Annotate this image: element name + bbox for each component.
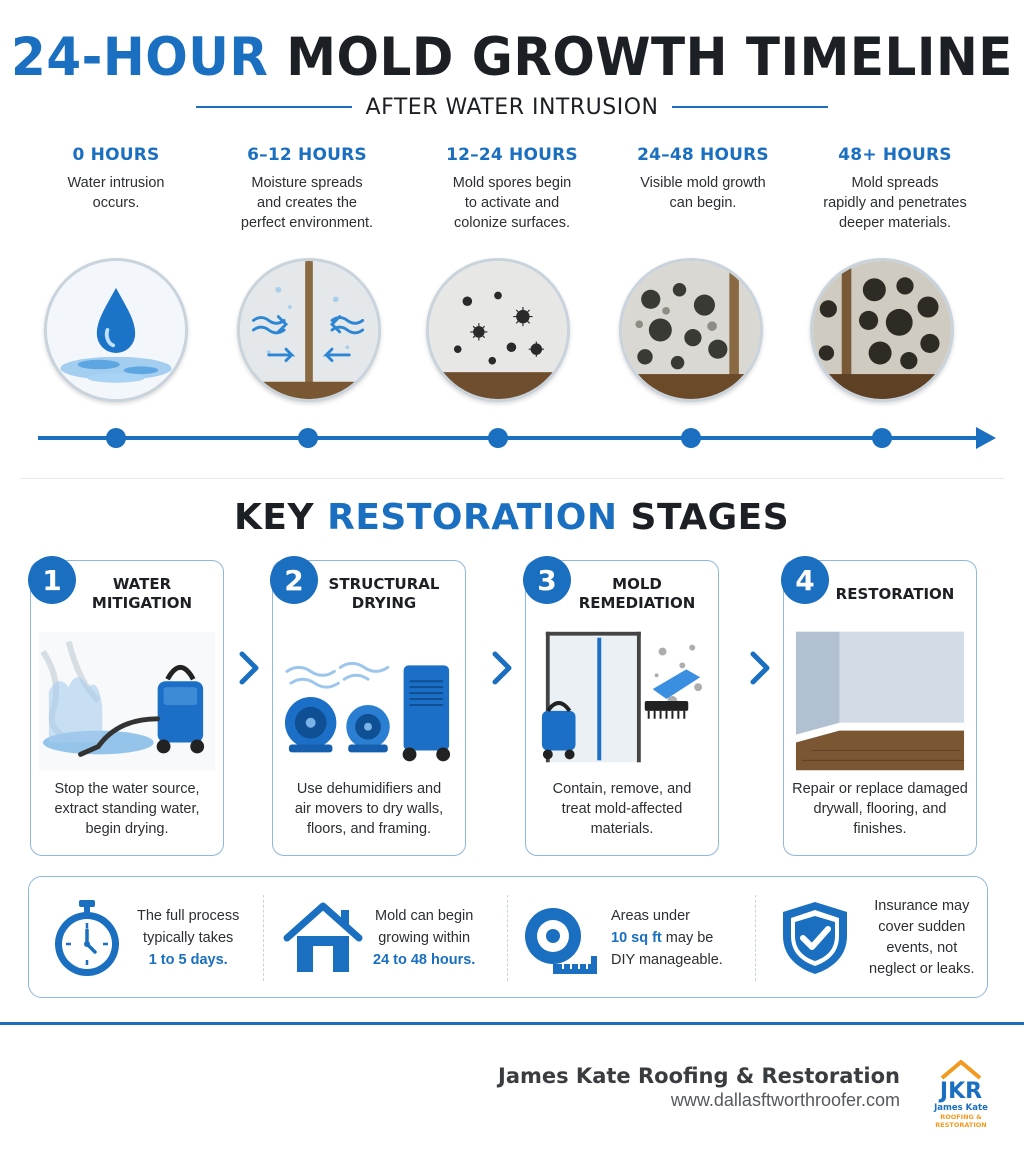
- stage-desc: Repair or replace damaged drywall, flooring, and finishes.: [792, 781, 968, 837]
- fact-text: Mold can begin growing within 24 to 48 hours.: [373, 908, 476, 968]
- timeline-step-desc: Moisture spreads and creates the perfect environment.: [240, 175, 374, 231]
- house-icon: [283, 898, 363, 978]
- subtitle-line-left: [196, 106, 352, 108]
- containment-icon: [534, 631, 710, 771]
- timeline-step-label: 48+ HOURS: [838, 145, 952, 165]
- subtitle-row: [196, 92, 828, 122]
- wet-vacuum-icon: [39, 631, 215, 771]
- chevron-right-icon: [489, 650, 515, 686]
- footer-rule: [0, 1022, 1024, 1025]
- restored-room-icon: [792, 631, 968, 771]
- fact-insurance: [775, 877, 975, 999]
- tape-measure-icon: [521, 898, 601, 978]
- stage-title: WATER MITIGATION: [91, 575, 193, 612]
- timeline-marker: [488, 428, 508, 448]
- stage-title: RESTORATION: [835, 585, 955, 603]
- fact-separator: [507, 895, 508, 981]
- timeline-step-0: [21, 145, 211, 213]
- chevron-right-icon: [236, 650, 262, 686]
- timeline-step-label: 12–24 HOURS: [446, 145, 578, 165]
- shield-check-icon: [775, 898, 855, 978]
- stage-card-4: [783, 560, 977, 856]
- water-drop-icon: [44, 258, 188, 402]
- timeline-arrow-icon: [976, 427, 996, 449]
- timeline-marker: [298, 428, 318, 448]
- timeline-axis: [38, 436, 988, 440]
- title-accent: 24-HOUR: [11, 26, 269, 88]
- stage-title: STRUCTURAL DRYING: [328, 575, 440, 612]
- timeline-step-desc: Water intrusion occurs.: [67, 175, 165, 211]
- timeline-step-label: 0 HOURS: [72, 145, 160, 165]
- stage-card-2: [272, 560, 466, 856]
- stage-title: MOLD REMEDIATION: [578, 575, 696, 612]
- fact-separator: [263, 895, 264, 981]
- subtitle-line-right: [672, 106, 828, 108]
- timeline-step-desc: Mold spores begin to activate and colonize surfaces.: [452, 175, 572, 231]
- company-logo: [928, 1056, 994, 1130]
- facts-bar: [28, 876, 988, 998]
- subtitle: AFTER WATER INTRUSION: [365, 94, 659, 120]
- stage-number-badge: 1: [28, 556, 76, 604]
- stage-card-1: [30, 560, 224, 856]
- stopwatch-icon: [47, 898, 127, 978]
- fact-duration: [47, 877, 239, 999]
- fact-diy-area: [521, 877, 723, 999]
- timeline-step-desc: Mold spreads rapidly and penetrates deeper materials.: [823, 175, 967, 231]
- svg-text:JKR: JKR: [939, 1079, 983, 1104]
- fact-text: Areas under 10 sq ft may be DIY manageable.: [611, 908, 723, 968]
- timeline-marker: [872, 428, 892, 448]
- timeline-step-4: [800, 145, 990, 233]
- svg-text:RESTORATION: RESTORATION: [935, 1121, 987, 1129]
- timeline-step-2: [417, 145, 607, 233]
- title-rest: MOLD GROWTH TIMELINE: [286, 26, 1013, 88]
- timeline-step-label: 6–12 HOURS: [247, 145, 367, 165]
- page-title: [0, 27, 1024, 88]
- stages-heading-row: [216, 494, 792, 540]
- website-link[interactable]: www.dallasftworthroofer.com: [670, 1090, 900, 1110]
- fact-text: The full process typically takes 1 to 5 days.: [137, 908, 240, 968]
- stage-desc: Use dehumidifiers and air movers to dry walls, floors, and framing.: [294, 781, 444, 837]
- moisture-wall-icon: [237, 258, 381, 402]
- svg-text:James Kate: James Kate: [934, 1103, 988, 1113]
- chevron-right-icon: [747, 650, 773, 686]
- stage-number-badge: 3: [523, 556, 571, 604]
- stages-heading: KEY RESTORATION STAGES: [234, 496, 790, 538]
- timeline-step-3: [608, 145, 798, 213]
- stage-number-badge: 4: [781, 556, 829, 604]
- stage-card-3: [525, 560, 719, 856]
- mold-spores-icon: [426, 258, 570, 402]
- stage-desc: Contain, remove, and treat mold-affected materials.: [552, 781, 692, 837]
- timeline-step-label: 24–48 HOURS: [637, 145, 769, 165]
- timeline-step-1: [212, 145, 402, 233]
- timeline-marker: [106, 428, 126, 448]
- company-name: James Kate Roofing & Restoration: [498, 1064, 900, 1088]
- visible-mold-icon: [619, 258, 763, 402]
- timeline-marker: [681, 428, 701, 448]
- air-mover-icon: [281, 631, 457, 771]
- svg-text:ROOFING &: ROOFING &: [940, 1113, 982, 1121]
- timeline-step-desc: Visible mold growth can begin.: [640, 175, 766, 211]
- heavy-mold-icon: [810, 258, 954, 402]
- fact-text: Insurance may cover sudden events, not neglect or leaks.: [869, 898, 975, 977]
- stage-number-badge: 2: [270, 556, 318, 604]
- section-divider: [20, 478, 1004, 479]
- fact-separator: [755, 895, 756, 981]
- fact-mold-growth: [283, 877, 475, 999]
- stage-desc: Stop the water source, extract standing water, begin drying.: [54, 781, 200, 837]
